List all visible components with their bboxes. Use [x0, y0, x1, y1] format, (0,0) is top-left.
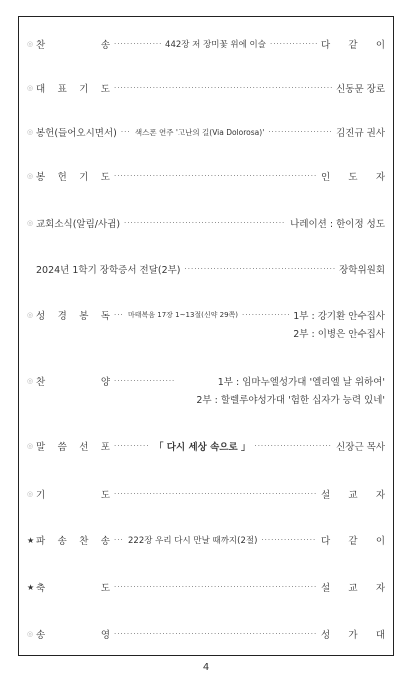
row-detail: 442장 저 장미꽃 위에 이슬	[165, 40, 266, 50]
row-person: 1부 : 임마누엘성가대 '엘리엘 날 위하여'	[217, 377, 385, 388]
sermon-title: 「 다시 세상 속으로 」	[154, 442, 251, 453]
leader-dots	[121, 124, 131, 140]
leader-dots	[114, 438, 150, 454]
row-person: 나레이션 : 한이정 성도	[290, 219, 385, 230]
order-row-hymn	[27, 36, 385, 52]
order-row-news	[27, 215, 385, 231]
bullet-icon: ◎	[27, 40, 34, 48]
row-label: 파 송 찬 송	[36, 536, 110, 547]
leader-dots	[270, 36, 317, 52]
bullet-icon: ◎	[27, 490, 34, 498]
bullet-icon: ◎	[27, 219, 34, 227]
row-label: 기 도	[36, 490, 110, 501]
leader-dots	[114, 80, 332, 96]
row-person: 신동문 장로	[336, 84, 385, 95]
row-label: 대 표 기 도	[36, 84, 110, 95]
row-person-second: 2부 : 이병은 안수집사	[293, 329, 385, 340]
row-label: 봉헌(들어오시면서)	[36, 128, 117, 139]
row-label: 교회소식(알림/사귐)	[36, 219, 121, 230]
star-icon: ★	[27, 535, 35, 545]
row-label: 찬 양	[36, 377, 110, 388]
order-row-sermon	[27, 438, 385, 454]
order-row-scholarship	[27, 261, 385, 277]
star-icon: ★	[27, 582, 35, 592]
row-person: 설 교 자	[321, 583, 385, 594]
leader-dots	[114, 626, 317, 642]
bullet-icon: ◎	[27, 128, 34, 136]
order-row-anthem	[27, 373, 385, 389]
row-label: 찬 송	[36, 40, 110, 51]
order-row-benediction	[27, 579, 385, 595]
row-person: 설 교 자	[321, 490, 385, 501]
leader-dots	[114, 486, 317, 502]
leader-dots	[268, 124, 332, 140]
bullet-icon: ◎	[27, 84, 34, 92]
bullet-icon: ◎	[27, 377, 34, 385]
order-row-prayer-after	[27, 486, 385, 502]
row-label: 2024년 1학기 장학증서 전달(2부)	[36, 265, 181, 276]
row-person: 신장근 목사	[336, 442, 385, 453]
leader-dots	[185, 261, 336, 277]
bullet-icon: ◎	[27, 172, 34, 180]
row-detail: 마태복음 17장 1~13절(신약 29쪽)	[128, 311, 239, 319]
leader-dots	[242, 307, 289, 323]
bullet-icon: ◎	[27, 442, 34, 450]
row-label: 성 경 봉 독	[36, 311, 110, 322]
row-label: 말 씀 선 포	[36, 442, 110, 453]
row-person: 김진규 권사	[336, 128, 385, 139]
row-person: 인 도 자	[321, 172, 385, 183]
leader-dots	[114, 307, 124, 323]
row-label: 송 영	[36, 630, 110, 641]
row-person: 다 같 이	[321, 536, 385, 547]
leader-dots	[261, 532, 317, 548]
leader-dots	[114, 373, 174, 389]
row-person: 다 같 이	[321, 40, 385, 51]
row-detail: 222장 우리 다시 만날 때까지(2절)	[128, 536, 258, 546]
row-label: 봉 헌 기 도	[36, 172, 110, 183]
row-detail: 색스폰 연주 '고난의 길(Via Dolorosa)'	[134, 127, 265, 137]
row-label: 축 도	[36, 583, 110, 594]
order-row-offering-prayer	[27, 168, 385, 184]
leader-dots	[114, 36, 161, 52]
order-row-prayer	[27, 80, 385, 96]
leader-dots	[124, 215, 286, 231]
page-number: 4	[202, 662, 210, 673]
bullet-icon: ◎	[27, 311, 34, 319]
bullet-icon: ◎	[27, 630, 34, 638]
bulletin-frame	[18, 16, 394, 656]
leader-dots	[254, 438, 332, 454]
leader-dots	[114, 579, 317, 595]
row-person: 장학위원회	[339, 265, 385, 276]
leader-dots	[114, 168, 317, 184]
order-row-offering	[27, 124, 385, 140]
row-person: 성 가 대	[321, 630, 385, 641]
leader-dots	[114, 532, 124, 548]
row-person-second: 2부 : 할렐루야성가대 '험한 십자가 능력 있네'	[196, 395, 385, 406]
order-row-scripture	[27, 307, 385, 323]
order-row-doxology	[27, 626, 385, 642]
row-person: 1부 : 강기환 안수집사	[293, 311, 385, 322]
order-row-sending-hymn	[27, 532, 385, 548]
